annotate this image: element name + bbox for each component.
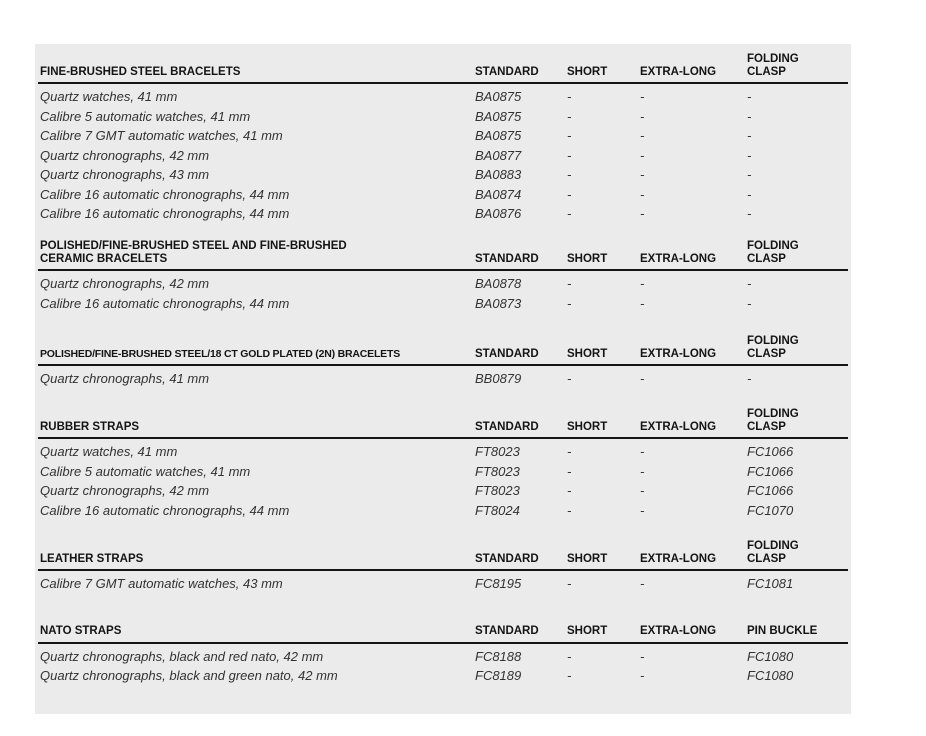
row-standard: BA0875 <box>475 128 522 143</box>
row-short: - <box>567 463 572 479</box>
row-standard: BA0875 <box>475 108 522 124</box>
table-row <box>38 165 848 185</box>
col-last-line: FOLDING <box>747 540 799 552</box>
row-short: - <box>567 295 572 311</box>
table-row <box>38 274 848 294</box>
section-title <box>38 553 473 566</box>
row-extra-long: - <box>640 276 645 291</box>
col-extra-long: EXTRA-LONG <box>640 420 717 433</box>
section <box>38 408 848 520</box>
section-title <box>38 66 473 79</box>
row-standard: BA0875 <box>475 89 522 104</box>
row-clasp: FC1066 <box>747 463 794 479</box>
row-label: Calibre 5 automatic watches, 41 mm <box>40 463 251 479</box>
table-row <box>38 204 848 224</box>
table-row <box>38 185 848 205</box>
row-clasp: - <box>747 206 752 221</box>
section-title <box>38 240 473 265</box>
row-short: - <box>567 206 572 221</box>
row-short: - <box>567 483 572 498</box>
row-extra-long: - <box>640 167 645 182</box>
row-extra-long: - <box>640 371 645 386</box>
col-short: SHORT <box>567 252 608 265</box>
row-standard: FT8023 <box>475 444 520 459</box>
col-extra-long: EXTRA-LONG <box>640 65 717 78</box>
section <box>38 625 848 686</box>
row-extra-long: - <box>640 576 645 591</box>
row-label: Calibre 5 automatic watches, 41 mm <box>40 108 251 124</box>
row-short: - <box>567 502 572 518</box>
table-row <box>38 481 848 501</box>
row-label: Quartz chronographs, 43 mm <box>40 167 210 182</box>
row-extra-long: - <box>640 444 645 459</box>
row-clasp: - <box>747 167 752 182</box>
row-clasp: - <box>747 147 752 163</box>
table-row <box>38 146 848 166</box>
row-label: Calibre 16 automatic chronographs, 44 mm <box>40 206 290 221</box>
col-last <box>745 240 848 265</box>
col-last-line: FOLDING <box>747 240 799 252</box>
row-clasp: - <box>747 276 752 291</box>
row-extra-long: - <box>640 186 645 202</box>
table-row <box>38 369 848 389</box>
row-label: Calibre 7 GMT automatic watches, 43 mm <box>40 576 283 591</box>
row-standard: BA0876 <box>475 206 522 221</box>
row-standard: FT8024 <box>475 502 520 518</box>
row-standard: BA0878 <box>475 276 522 291</box>
row-short: - <box>567 276 572 291</box>
table-row <box>38 666 848 686</box>
col-last-line: FOLDING <box>747 335 799 347</box>
row-short: - <box>567 147 572 163</box>
catalog-panel <box>35 44 851 714</box>
row-short: - <box>567 167 572 182</box>
row-label: Quartz chronographs, 42 mm <box>40 147 210 163</box>
table-row <box>38 574 848 594</box>
row-clasp: - <box>747 108 752 124</box>
col-standard: STANDARD <box>475 625 539 637</box>
row-short: - <box>567 444 572 459</box>
row-extra-long: - <box>640 206 645 221</box>
table-row <box>38 462 848 482</box>
section-title <box>38 625 473 638</box>
row-extra-long: - <box>640 295 645 311</box>
section-header <box>38 540 848 571</box>
row-clasp: FC1066 <box>747 483 794 498</box>
section-title-line: POLISHED/FINE-BRUSHED STEEL/18 CT GOLD PLATED (2N) BRACELETS <box>40 347 400 360</box>
section-title-line: RUBBER STRAPS <box>40 420 140 433</box>
section-rows <box>38 366 848 389</box>
row-label: Calibre 16 automatic chronographs, 44 mm <box>40 502 290 518</box>
col-last-line: FOLDING <box>747 408 799 420</box>
row-short: - <box>567 668 572 683</box>
section-title-line: CERAMIC BRACELETS <box>40 252 168 265</box>
col-standard: STANDARD <box>475 65 539 78</box>
col-extra-long: EXTRA-LONG <box>640 252 717 265</box>
row-label: Calibre 16 automatic chronographs, 44 mm <box>40 295 290 311</box>
col-short: SHORT <box>567 552 608 565</box>
col-last-line: CLASP <box>747 252 786 265</box>
col-last <box>745 408 848 433</box>
row-extra-long: - <box>640 668 645 683</box>
section <box>38 53 848 224</box>
row-standard: FT8023 <box>475 463 520 479</box>
table-row <box>38 294 848 314</box>
col-extra-long: EXTRA-LONG <box>640 625 717 637</box>
row-clasp: FC1070 <box>747 502 794 518</box>
col-extra-long: EXTRA-LONG <box>640 552 717 565</box>
row-standard: FC8189 <box>475 668 522 683</box>
row-label: Calibre 16 automatic chronographs, 44 mm <box>40 186 290 202</box>
section <box>38 540 848 594</box>
col-last-line: PIN BUCKLE <box>747 625 818 637</box>
row-short: - <box>567 108 572 124</box>
section-header <box>38 625 848 644</box>
col-standard: STANDARD <box>475 420 539 433</box>
section-header <box>38 408 848 439</box>
row-short: - <box>567 89 572 104</box>
table-row <box>38 647 848 667</box>
col-last-line: CLASP <box>747 552 786 565</box>
row-standard: FT8023 <box>475 483 520 498</box>
row-label: Quartz chronographs, 41 mm <box>40 371 210 386</box>
col-short: SHORT <box>567 65 608 78</box>
section-title-line: NATO STRAPS <box>40 625 122 637</box>
row-clasp: - <box>747 295 752 311</box>
section-title-line: POLISHED/FINE-BRUSHED STEEL AND FINE-BRUSHED <box>40 240 347 252</box>
row-clasp: - <box>747 89 752 104</box>
row-label: Quartz chronographs, 42 mm <box>40 276 210 291</box>
row-extra-long: - <box>640 648 645 664</box>
row-clasp: FC1080 <box>747 668 794 683</box>
section-rows <box>38 271 848 313</box>
row-standard: FC8188 <box>475 648 522 664</box>
row-clasp: FC1081 <box>747 576 794 591</box>
row-label: Quartz chronographs, 42 mm <box>40 483 210 498</box>
section-header <box>38 335 848 366</box>
col-last <box>745 540 848 565</box>
table-row <box>38 501 848 521</box>
row-standard: BB0879 <box>475 371 522 386</box>
row-clasp: FC1080 <box>747 648 794 664</box>
section-rows <box>38 439 848 520</box>
col-last-line: CLASP <box>747 420 786 433</box>
section-header <box>38 53 848 84</box>
col-standard: STANDARD <box>475 552 539 565</box>
row-standard: BA0874 <box>475 186 522 202</box>
row-extra-long: - <box>640 89 645 104</box>
section-title-line: LEATHER STRAPS <box>40 552 144 565</box>
sections <box>38 44 848 714</box>
col-last-line: CLASP <box>747 347 786 360</box>
section <box>38 240 848 313</box>
col-short: SHORT <box>567 420 608 433</box>
row-standard: FC8195 <box>475 576 522 591</box>
row-short: - <box>567 128 572 143</box>
row-extra-long: - <box>640 463 645 479</box>
section-rows <box>38 571 848 594</box>
col-standard: STANDARD <box>475 347 539 360</box>
table-row <box>38 87 848 107</box>
row-standard: BA0877 <box>475 147 522 163</box>
row-label: Quartz chronographs, black and red nato, 42 mm <box>40 648 324 664</box>
col-last-line: FOLDING <box>747 53 799 65</box>
col-short: SHORT <box>567 347 608 360</box>
row-label: Calibre 7 GMT automatic watches, 41 mm <box>40 128 283 143</box>
row-extra-long: - <box>640 147 645 163</box>
row-short: - <box>567 371 572 386</box>
col-last-line: CLASP <box>747 65 786 78</box>
row-clasp: - <box>747 128 752 143</box>
table-row <box>38 442 848 462</box>
row-standard: BA0883 <box>475 167 522 182</box>
row-short: - <box>567 186 572 202</box>
table-row <box>38 107 848 127</box>
section-rows <box>38 84 848 224</box>
col-last <box>745 625 848 638</box>
col-last <box>745 335 848 360</box>
col-short: SHORT <box>567 625 608 637</box>
col-standard: STANDARD <box>475 252 539 265</box>
row-short: - <box>567 576 572 591</box>
section-rows <box>38 644 848 686</box>
section-title <box>38 348 473 361</box>
section-title-line: FINE-BRUSHED STEEL BRACELETS <box>40 65 241 78</box>
row-extra-long: - <box>640 128 645 143</box>
row-extra-long: - <box>640 108 645 124</box>
row-standard: BA0873 <box>475 295 522 311</box>
row-short: - <box>567 648 572 664</box>
row-clasp: FC1066 <box>747 444 794 459</box>
row-clasp: - <box>747 186 752 202</box>
row-extra-long: - <box>640 502 645 518</box>
col-extra-long: EXTRA-LONG <box>640 347 717 360</box>
row-label: Quartz chronographs, black and green nato, 42 mm <box>40 668 338 683</box>
row-label: Quartz watches, 41 mm <box>40 444 178 459</box>
row-label: Quartz watches, 41 mm <box>40 89 178 104</box>
section <box>38 335 848 389</box>
col-last <box>745 53 848 78</box>
section-title <box>38 421 473 434</box>
row-extra-long: - <box>640 483 645 498</box>
section-header <box>38 240 848 271</box>
row-clasp: - <box>747 371 752 386</box>
table-row <box>38 126 848 146</box>
